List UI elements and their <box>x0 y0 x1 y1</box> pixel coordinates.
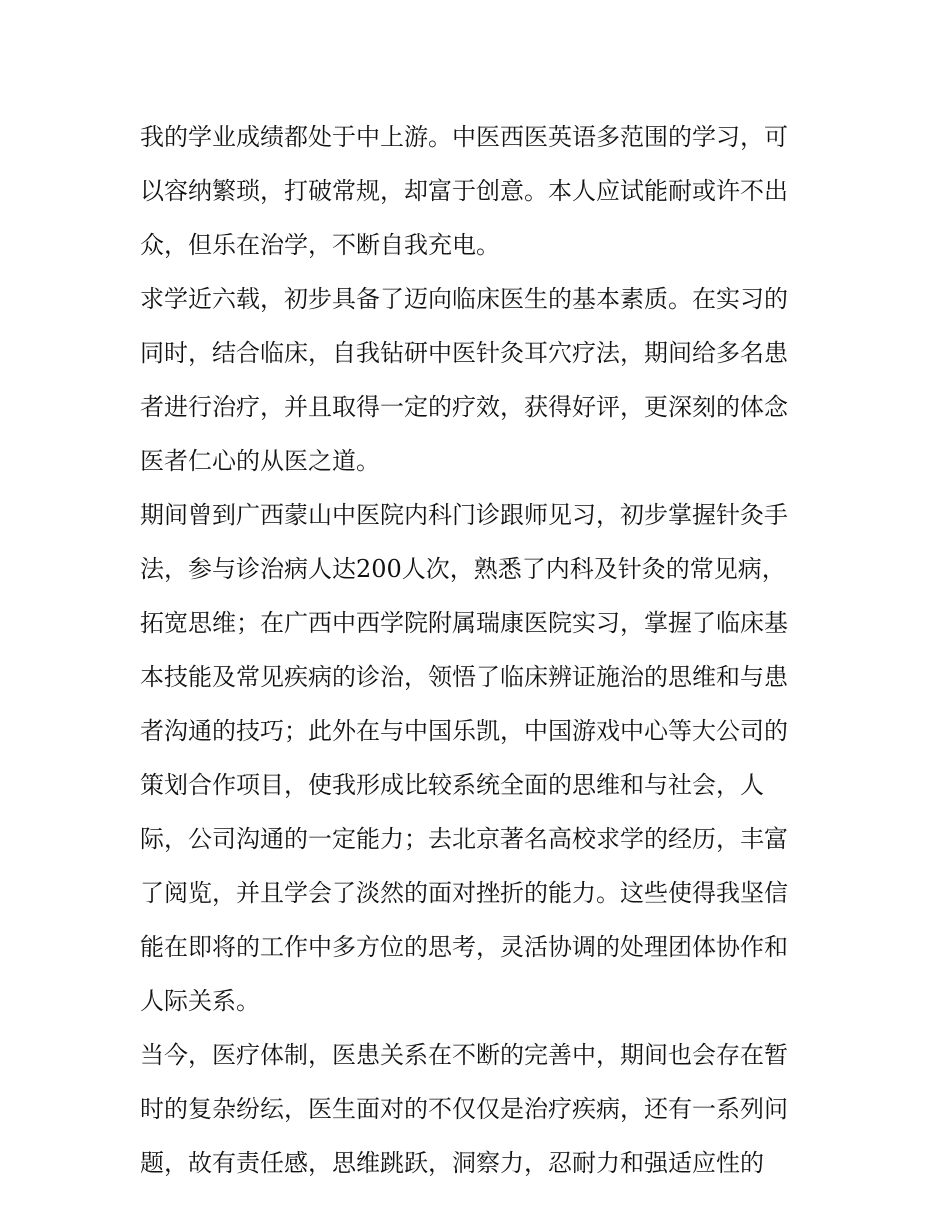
text-line: 策划合作项目，使我形成比较系统全面的思维和与社会，人 <box>140 771 764 799</box>
text-line: 我的学业成绩都处于中上游。中医西医英语多范围的学习，可 <box>140 123 788 151</box>
text-line: 以容纳繁琐，打破常规，却富于创意。本人应试能耐或许不出 <box>140 177 788 205</box>
text-line: 众，但乐在治学，不断自我充电。 <box>140 231 500 259</box>
text-line: 医者仁心的从医之道。 <box>140 447 380 475</box>
text-line: 同时，结合临床，自我钻研中医针灸耳穴疗法，期间给多名患 <box>140 339 788 367</box>
text-line: 际，公司沟通的一定能力；去北京著名高校求学的经历，丰富 <box>140 825 788 853</box>
text-line: 拓宽思维；在广西中西学院附属瑞康医院实习，掌握了临床基 <box>140 609 788 637</box>
paragraph <box>140 1028 812 1190</box>
paragraph <box>140 488 812 1028</box>
text-line: 法，参与诊治病人达200人次，熟悉了内科及针灸的常见病， <box>140 555 786 583</box>
text-line: 能在即将的工作中多方位的思考，灵活协调的处理团体协作和 <box>140 933 788 961</box>
text-line: 了阅览，并且学会了淡然的面对挫折的能力。这些使得我坚信 <box>140 879 788 907</box>
text-line: 期间曾到广西蒙山中医院内科门诊跟师见习，初步掌握针灸手 <box>140 501 788 529</box>
text-line: 时的复杂纷纭，医生面对的不仅仅是治疗疾病，还有一系列问 <box>140 1095 788 1123</box>
text-line: 者进行治疗，并且取得一定的疗效，获得好评，更深刻的体念 <box>140 393 788 421</box>
text-line: 人际关系。 <box>140 987 260 1015</box>
document-body <box>140 110 812 1190</box>
text-line: 者沟通的技巧；此外在与中国乐凯，中国游戏中心等大公司的 <box>140 717 788 745</box>
paragraph <box>140 110 812 272</box>
paragraph <box>140 272 812 488</box>
text-line: 题，故有责任感，思维跳跃，洞察力，忍耐力和强适应性的 <box>140 1149 764 1177</box>
text-line: 求学近六载，初步具备了迈向临床医生的基本素质。在实习的 <box>140 285 788 313</box>
text-line: 本技能及常见疾病的诊治，领悟了临床辨证施治的思维和与患 <box>140 663 788 691</box>
text-line: 当今，医疗体制，医患关系在不断的完善中，期间也会存在暂 <box>140 1041 788 1069</box>
